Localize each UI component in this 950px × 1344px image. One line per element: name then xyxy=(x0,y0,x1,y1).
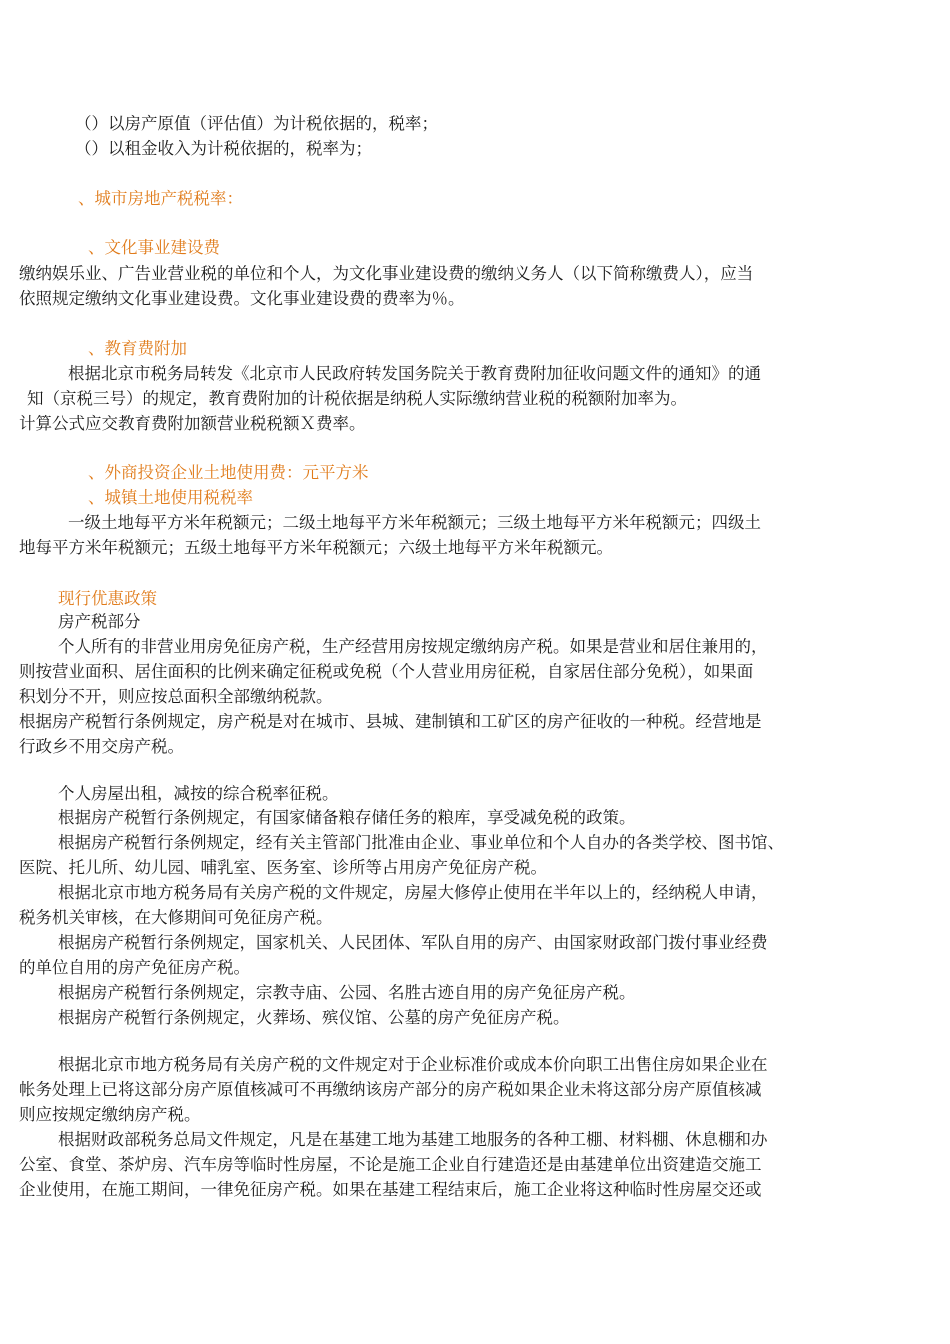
text-line: 依照规定缴纳文化事业建设费。文化事业建设费的费率为％。 xyxy=(19,289,465,308)
text-line: 个人所有的非营业用房免征房产税，生产经营用房按规定缴纳房产税。如果是营业和居住兼用的， xyxy=(58,637,768,656)
section-heading: 、城市房地产税税率： xyxy=(78,189,243,208)
text-line: 行政乡不用交房产税。 xyxy=(19,737,184,756)
text-line: 根据房产税暂行条例规定，火葬场、殡仪馆、公墓的房产免征房产税。 xyxy=(58,1008,570,1027)
subheading: 房产税部分 xyxy=(58,612,141,631)
text-line: 积划分不开，则应按总面积全部缴纳税款。 xyxy=(19,687,333,706)
text-line: 公室、食堂、茶炉房、汽车房等临时性房屋，不论是施工企业自行建造还是由基建单位出资建造交施工 xyxy=(19,1155,762,1174)
text-line: 根据北京市地方税务局有关房产税的文件规定，房屋大修停止使用在半年以上的，经纳税人申请， xyxy=(58,883,768,902)
text-line: 根据房产税暂行条例规定，房产税是对在城市、县城、建制镇和工矿区的房产征收的一种税。经营地是 xyxy=(19,712,762,731)
text-line: 知（京税三号）的规定，教育费附加的计税依据是纳税人实际缴纳营业税的税额附加率为。 xyxy=(27,389,687,408)
text-line: 地每平方米年税额元；五级土地每平方米年税额元；六级土地每平方米年税额元。 xyxy=(19,538,613,557)
section-heading: 现行优惠政策 xyxy=(58,589,157,608)
text-line: 企业使用，在施工期间，一律免征房产税。如果在基建工程结束后，施工企业将这种临时性房屋交还或 xyxy=(19,1180,762,1199)
text-line: 税务机关审核，在大修期间可免征房产税。 xyxy=(19,908,333,927)
text-line: 根据北京市地方税务局有关房产税的文件规定对于企业标准价或成本价向职工出售住房如果企业在 xyxy=(58,1055,768,1074)
text-line: 一级土地每平方米年税额元；二级土地每平方米年税额元；三级土地每平方米年税额元；四级土 xyxy=(68,513,761,532)
text-line: 个人房屋出租，减按的综合税率征税。 xyxy=(58,784,339,803)
text-line: 缴纳娱乐业、广告业营业税的单位和个人，为文化事业建设费的缴纳义务人（以下简称缴费人），应当 xyxy=(19,264,754,283)
section-heading: 、文化事业建设费 xyxy=(88,238,220,257)
text-line: 根据财政部税务总局文件规定，凡是在基建工地为基建工地服务的各种工棚、材料棚、休息棚和办 xyxy=(58,1130,768,1149)
text-line: 帐务处理上已将这部分房产原值核减可不再缴纳该房产部分的房产税如果企业未将这部分房产原值核减 xyxy=(19,1080,762,1099)
text-line: （）以租金收入为计税依据的，税率为； xyxy=(75,139,372,158)
text-line: 根据房产税暂行条例规定，宗教寺庙、公园、名胜古迹自用的房产免征房产税。 xyxy=(58,983,636,1002)
text-line: 医院、托儿所、幼儿园、哺乳室、医务室、诊所等占用房产免征房产税。 xyxy=(19,858,547,877)
text-line: 根据北京市税务局转发《北京市人民政府转发国务院关于教育费附加征收问题文件的通知》的通 xyxy=(68,364,761,383)
text-line: 根据房产税暂行条例规定，国家机关、人民团体、军队自用的房产、由国家财政部门拨付事业经费 xyxy=(58,933,768,952)
text-line: （）以房产原值（评估值）为计税依据的，税率； xyxy=(75,114,438,133)
section-heading: 、城镇土地使用税税率 xyxy=(88,488,253,507)
section-heading: 、教育费附加 xyxy=(88,339,187,358)
text-line: 则按营业面积、居住面积的比例来确定征税或免税（个人营业用房征税，自家居住部分免税），如果面 xyxy=(19,662,754,681)
text-line: 根据房产税暂行条例规定，经有关主管部门批准由企业、事业单位和个人自办的各类学校、图书馆、 xyxy=(58,833,784,852)
text-line: 计算公式应交教育费附加额营业税税额Ｘ费率。 xyxy=(19,414,366,433)
text-line: 的单位自用的房产免征房产税。 xyxy=(19,958,250,977)
text-line: 根据房产税暂行条例规定，有国家储备粮存储任务的粮库，享受减免税的政策。 xyxy=(58,808,636,827)
text-line: 则应按规定缴纳房产税。 xyxy=(19,1105,201,1124)
section-heading: 、外商投资企业土地使用费：元平方米 xyxy=(88,463,369,482)
